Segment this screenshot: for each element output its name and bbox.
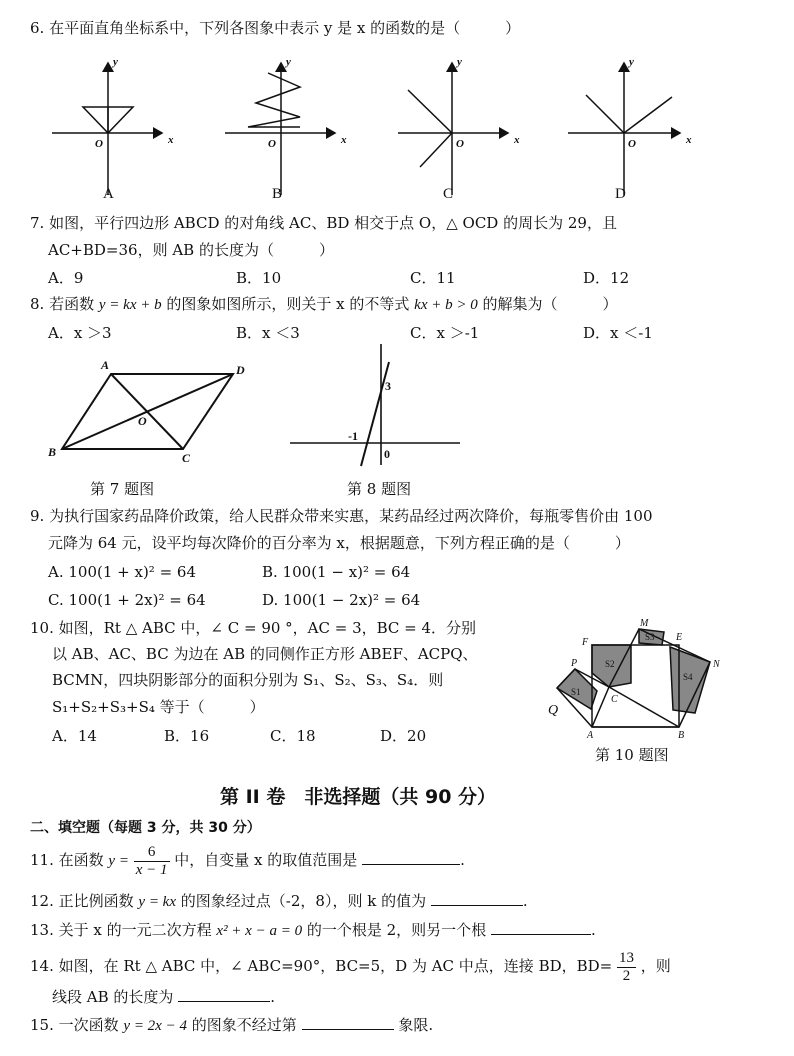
q7-option-d: D．12 — [583, 269, 630, 287]
q13-answer-blank[interactable] — [491, 919, 591, 935]
q14-part2: ，则 — [640, 957, 671, 975]
fig10-caption: 第 10 题图 — [595, 746, 669, 764]
q8-stem — [30, 294, 618, 315]
fig10-label-e: E — [676, 632, 683, 643]
q10-option-b: B．16 — [164, 727, 210, 745]
q7-option-a: A．9 — [48, 269, 84, 287]
q12-answer-blank[interactable] — [431, 890, 523, 906]
q8-option-a: A．x ＞3 — [48, 324, 112, 342]
fig10-label-m: M — [640, 618, 649, 629]
graph-d-y-label: y — [629, 56, 634, 68]
q10-option-c: C．18 — [270, 727, 316, 745]
graph-d-x-label: x — [686, 134, 692, 146]
q7-line1: 7. 如图，平行四边形 ABCD 的对角线 AC、BD 相交于点 O，△ OCD 的周长为 29，且 — [30, 214, 617, 232]
graph-a-origin: O — [95, 138, 103, 150]
q10-option-a: A．14 — [52, 727, 97, 745]
graph-b-origin: O — [268, 138, 276, 150]
q9-option-d: D. 100(1 − 2x)² = 64 — [262, 591, 421, 609]
q9-option-b: B. 100(1 − x)² = 64 — [262, 563, 411, 581]
q15-part2: 的图象不经过第 — [191, 1016, 297, 1034]
graph-d-origin: O — [628, 138, 636, 150]
q13-part2: 的一个根是 2，则另一个根 — [306, 921, 487, 939]
fig8-label-3: 3 — [385, 379, 391, 393]
q14-answer-blank[interactable] — [178, 986, 270, 1002]
fig8-label-0: 0 — [384, 447, 390, 461]
graph-b-y-label: y — [286, 56, 291, 68]
q12 — [30, 890, 528, 912]
q13-equation: x² + x − a = 0 — [216, 923, 303, 939]
q12-end: . — [522, 892, 528, 910]
q15-function: y = 2x − 4 — [123, 1018, 187, 1034]
fig7-label-d: D — [236, 363, 245, 377]
q11-part2: 中，自变量 x 的取值范围是 — [174, 851, 358, 869]
q8-part3: 的解集为（ ） — [482, 295, 618, 313]
q11-part1: 11. 在函数 — [30, 851, 104, 869]
q7-option-b: B．10 — [236, 269, 282, 287]
fig10-label-s2: S2 — [605, 659, 615, 669]
q13-part1: 13. 关于 x 的一元二次方程 — [30, 921, 212, 939]
q10-option-d: D．20 — [380, 727, 427, 745]
q11-fraction — [134, 844, 170, 879]
q8-inequality: kx + b > 0 — [414, 297, 478, 313]
figure-7 — [40, 352, 300, 472]
fig7-caption: 第 7 题图 — [90, 480, 155, 498]
figure-8 — [285, 340, 465, 470]
fig10-label-b: B — [678, 730, 685, 741]
q10-line3: BCMN，四块阴影部分的面积分别为 S₁、S₂、S₃、S₄．则 — [52, 671, 444, 689]
q9-line1: 9. 为执行国家药品降价政策，给人民群众带来实惠，某药品经过两次降价，每瓶零售价由 100 — [30, 507, 653, 525]
q14-line1 — [30, 944, 671, 988]
graph-c-x-label: x — [514, 134, 520, 146]
q9-option-c: C. 100(1 + 2x)² = 64 — [48, 591, 206, 609]
q14-numerator: 13 — [619, 949, 635, 966]
graph-c-caption: C — [443, 186, 454, 202]
q6-stem: 6. 在平面直角坐标系中，下列各图象中表示 y 是 x 的函数的是（ ） — [30, 19, 521, 37]
graph-c-y-label: y — [457, 56, 462, 68]
fig7-label-b: B — [48, 445, 57, 459]
fig8-label-neg1: -1 — [348, 429, 358, 443]
q11-end: . — [460, 851, 465, 869]
q13-end: . — [590, 921, 596, 939]
q8-part2: 的图象如图所示，则关于 x 的不等式 — [166, 295, 410, 313]
q11 — [30, 838, 465, 883]
q14-line2 — [52, 986, 275, 1007]
q15-answer-blank[interactable] — [302, 1014, 394, 1030]
graph-b — [225, 63, 335, 195]
graph-d — [568, 63, 680, 195]
q9-line2: 元降为 64 元，设平均每次降价的百分率为 x，根据题意，下列方程正确的是（ ） — [48, 534, 630, 552]
q15 — [30, 1014, 433, 1036]
q11-y-eq: y = — [108, 853, 129, 869]
q15-part3: 象限. — [398, 1016, 434, 1034]
q10-line2: 以 AB、AC、BC 为边在 AB 的同侧作正方形 ABEF、ACPQ、 — [52, 645, 478, 663]
q10-line4: S₁+S₂+S₃+S₄ 等于（ ） — [52, 698, 265, 716]
q8-function: y = kx + b — [98, 297, 162, 313]
q8-option-b: B．x ＜3 — [236, 324, 300, 342]
q8-option-d: D．x ＜-1 — [583, 324, 653, 342]
q14-line2-text: 线段 AB 的长度为 — [52, 988, 174, 1006]
graph-a-caption: A — [103, 186, 114, 202]
graph-a-x-label: x — [168, 134, 174, 146]
q14-end: . — [270, 988, 275, 1006]
section-ii-title: 第 II 卷 非选择题（共 90 分） — [220, 786, 497, 808]
graph-a — [52, 63, 162, 195]
graph-a-y-label: y — [113, 56, 118, 68]
fig10-label-p: P — [571, 658, 578, 669]
q14-part1: 14. 如图，在 Rt △ ABC 中，∠ ABC=90°，BC=5，D 为 AC 中点，连接 BD，BD= — [30, 957, 613, 975]
fig10-label-s3: S3 — [645, 632, 655, 642]
fig10-label-s4: S4 — [683, 672, 693, 682]
q14-denominator: 2 — [617, 967, 636, 985]
fig10-label-a: A — [587, 730, 594, 741]
q7-option-c: C．11 — [410, 269, 456, 287]
graph-b-x-label: x — [341, 134, 347, 146]
q13 — [30, 919, 596, 941]
fig7-label-o: O — [138, 414, 147, 428]
q8-option-c: C．x ＞-1 — [410, 324, 480, 342]
fig10-label-q: Q — [548, 703, 559, 718]
q8-part1: 8. 若函数 — [30, 295, 95, 313]
q11-answer-blank[interactable] — [362, 849, 460, 865]
q10-line1: 10. 如图，Rt △ ABC 中，∠ C = 90 °，AC = 3，BC = 4．分别 — [30, 619, 477, 637]
q12-function: y = kx — [138, 894, 177, 910]
q11-numerator: 6 — [147, 843, 156, 860]
q12-part1: 12. 正比例函数 — [30, 892, 134, 910]
graph-d-caption: D — [615, 186, 626, 202]
fill-in-section-title: 二、填空题（每题 3 分，共 30 分） — [30, 820, 261, 836]
q11-denominator: x − 1 — [135, 861, 168, 878]
fig8-caption: 第 8 题图 — [347, 480, 412, 498]
q14-fraction — [617, 950, 636, 985]
fig10-label-f: F — [582, 637, 589, 648]
q7-line2: AC+BD=36，则 AB 的长度为（ ） — [48, 241, 334, 259]
fig7-label-a: A — [101, 358, 110, 372]
fig10-label-c: C — [611, 694, 618, 705]
q9-option-a: A. 100(1 + x)² = 64 — [48, 563, 197, 581]
graph-c-origin: O — [456, 138, 464, 150]
fig7-label-c: C — [182, 451, 191, 465]
q12-part2: 的图象经过点（-2，8），则 k 的值为 — [180, 892, 427, 910]
graph-b-caption: B — [272, 186, 283, 202]
figure-10 — [545, 615, 725, 745]
fig10-label-s1: S1 — [571, 687, 581, 697]
fig10-label-n: N — [713, 659, 720, 670]
q15-part1: 15. 一次函数 — [30, 1016, 119, 1034]
graph-c — [398, 63, 508, 195]
